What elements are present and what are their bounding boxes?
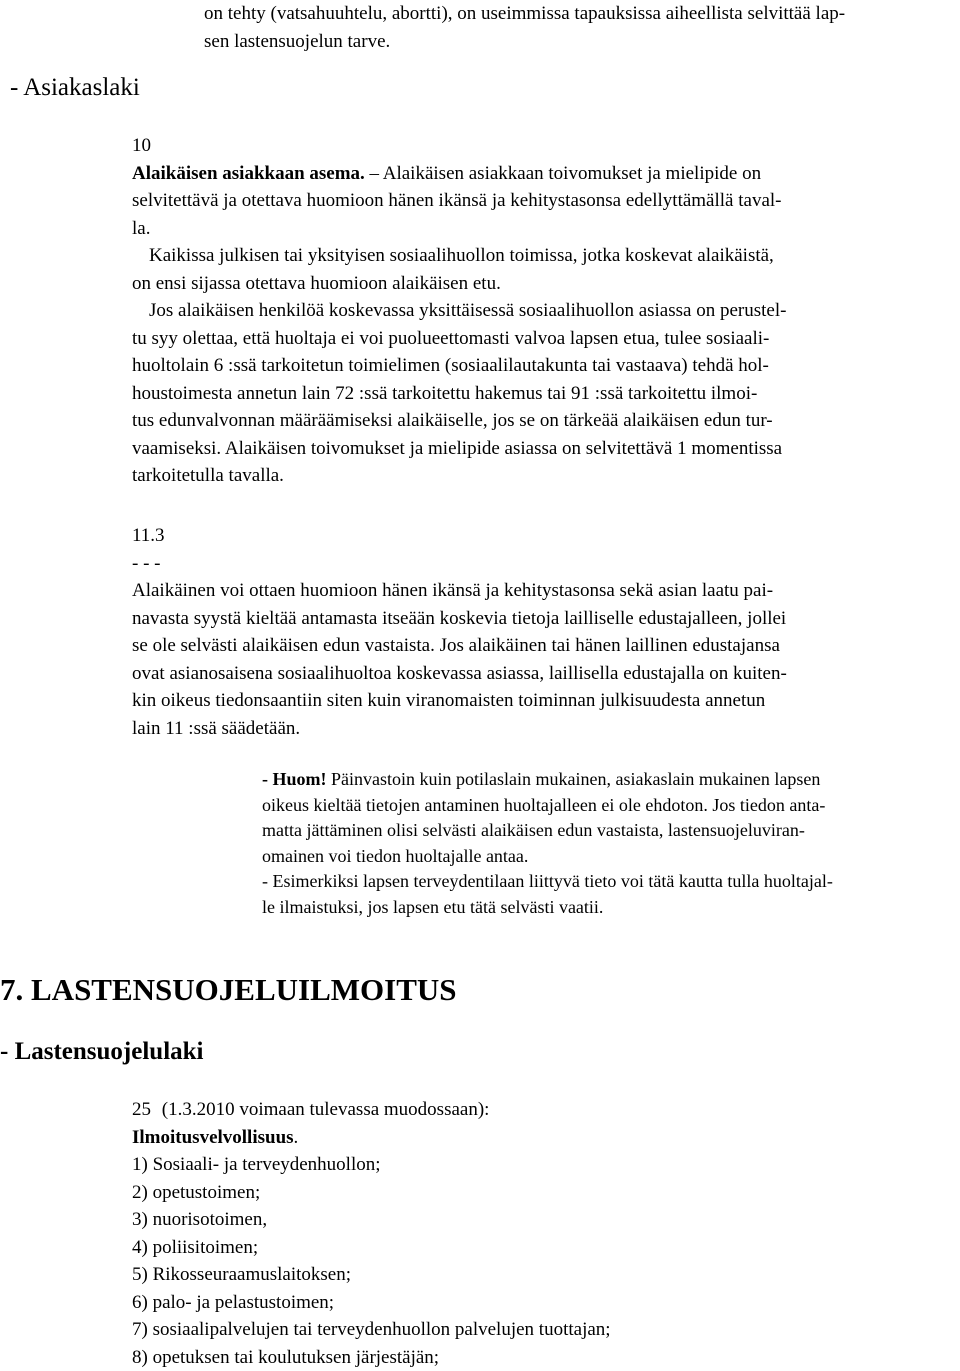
section-number	[132, 132, 786, 160]
list-item: 8) opetuksen tai koulutuksen järjestäjän;	[132, 1346, 440, 1368]
list-item: 1) Sosiaali- ja terveydenhuollon;	[132, 1154, 381, 1175]
text-line: Kaikissa julkisen tai yksityisen sosiaalihuollon toimissa, jotka koskevat alaikäistä,	[149, 245, 774, 266]
text-line: on ensi sijassa otettava huomioon alaikäisen etu.	[132, 272, 501, 294]
text-line: la.	[132, 217, 151, 239]
section-number-text: 25	[132, 1099, 151, 1120]
section-title-rest: – Alaikäisen asiakkaan toivomukset ja mielipide on	[364, 162, 762, 184]
section-25	[132, 1096, 611, 1371]
text-line: vaamiseksi. Alaikäisen toivomukset ja mielipide asiassa on selvitettävä 1 momentissa	[132, 437, 783, 459]
text-line: selvitettävä ja otettava huomioon hänen ikänsä ja kehitystasonsa edellyttämällä taval-	[132, 190, 782, 211]
list-item: 4) poliisitoimen;	[132, 1236, 259, 1258]
section-number-text: 11.3	[132, 525, 165, 546]
text-line: Alaikäinen voi ottaen huomioon hänen ikänsä ja kehitystasonsa sekä asian laatu pai-	[132, 580, 774, 601]
text-line: on tehty (vatsahuuhtelu, abortti), on useimmissa tapauksissa aiheellista selvittää lap-	[204, 3, 846, 24]
list-item: 2) opetustoimen;	[132, 1181, 261, 1203]
text-line: tu syy olettaa, että huoltaja ei voi puolueettomasti valvoa lapsen etua, tulee sosiaali-	[132, 327, 770, 349]
text-line: sen lastensuojelun tarve.	[204, 30, 391, 52]
text-line: omainen voi tiedon huoltajalle antaa.	[262, 845, 529, 866]
text-line: huoltolain 6 :ssä tarkoitetun toimielimen (sosiaalilautakunta tai vastaava) tehdä hol-	[132, 355, 769, 376]
section-title-line	[132, 1124, 611, 1152]
text-line: tus edunvalvonnan määräämiseksi alaikäiselle, jos se on tärkeää alaikäisen edun tur-	[132, 410, 773, 431]
section-number-text: 10	[132, 135, 151, 156]
section-title: Alaikäisen asiakkaan asema.	[132, 162, 365, 184]
list-item: 3) nuorisotoimen,	[132, 1209, 268, 1230]
list-item: 7) sosiaalipalvelujen tai terveydenhuollon palvelujen tuottajan;	[132, 1319, 611, 1340]
section-title: Ilmoitusvelvollisuus	[132, 1126, 294, 1148]
note-block	[262, 767, 833, 920]
section-heading-asiakaslaki: - Asiakaslaki	[10, 74, 140, 101]
text-line: kin oikeus tiedonsaantiin siten kuin viranomaisten toiminnan julkisuudesta annetun	[132, 690, 766, 711]
section-title-line	[132, 160, 786, 188]
text-line: matta jättäminen olisi selvästi alaikäisen edun vastaista, lastensuojeluviran-	[262, 820, 805, 840]
section-number	[132, 522, 787, 550]
chapter-heading: 7. LASTENSUOJELUILMOITUS	[0, 972, 457, 1007]
note-label: - Huom!	[262, 769, 327, 789]
text-line: - Esimerkiksi lapsen terveydentilaan liittyvä tieto voi tätä kautta tulla huoltajal-	[262, 871, 833, 891]
text-line: navasta syystä kieltää antamasta itseään koskevia tietoja lailliselle edustajalleen, jollei	[132, 607, 787, 629]
section-number-rest: (1.3.2010 voimaan tulevassa muodossaan):	[157, 1099, 490, 1120]
text-line: ovat asianosaisena sosiaalihuoltoa koskevassa asiassa, laillisella edustajalla on kuiten-	[132, 662, 787, 684]
text-line: Jos alaikäisen henkilöä koskevassa yksittäisessä sosiaalihuollon asiassa on perustel-	[149, 300, 787, 321]
text-line: oikeus kieltää tietojen antaminen huoltajalleen ei ole ehdoton. Jos tiedon anta-	[262, 794, 826, 815]
section-title-rest: .	[293, 1126, 299, 1148]
list-item: 6) palo- ja pelastustoimen;	[132, 1291, 335, 1313]
text-line: houstoimesta annetun lain 72 :ssä tarkoitettu hakemus tai 91 :ssä tarkoitettu ilmoi-	[132, 382, 758, 404]
obligation-list	[132, 1151, 611, 1371]
list-item: 5) Rikosseuraamuslaitoksen;	[132, 1264, 351, 1285]
text-line: tarkoitetulla tavalla.	[132, 465, 284, 486]
note-first-line	[262, 767, 833, 793]
section-10	[132, 132, 786, 490]
section-11-3	[132, 522, 787, 742]
section-heading-lastensuojelulaki: - Lastensuojelulaki	[0, 1038, 204, 1065]
note-first-line-rest: Päinvastoin kuin potilaslain mukainen, asiakaslain mukainen lapsen	[326, 769, 821, 789]
section-number-line	[132, 1096, 611, 1124]
top-paragraph	[204, 0, 845, 55]
omission-dashes: - - -	[132, 552, 161, 574]
text-line: le ilmaistuksi, jos lapsen etu tätä selvästi vaatii.	[262, 896, 604, 917]
text-line: lain 11 :ssä säädetään.	[132, 717, 301, 739]
text-line: se ole selvästi alaikäisen edun vastaista. Jos alaikäinen tai hänen laillinen edustajansa	[132, 635, 780, 656]
